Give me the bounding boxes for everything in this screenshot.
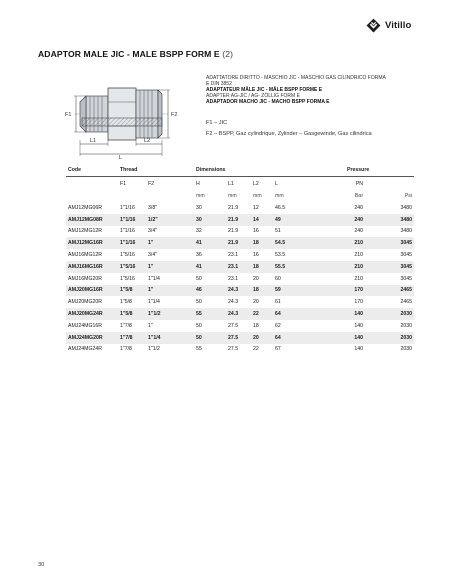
label-f2: F2	[171, 112, 178, 118]
cell-l2: 20	[253, 299, 259, 306]
cell-bar: 140	[345, 308, 365, 320]
label-l: L	[119, 155, 123, 160]
cell-psi: 3045	[400, 275, 413, 282]
cell-psi: 3045	[400, 252, 413, 259]
cell-psi: 2030	[400, 322, 413, 329]
cell-thread-f1: 1"1/16	[118, 214, 146, 226]
cell-l1: 23.1	[228, 275, 239, 282]
cell-code: AMJ12MG12R	[68, 228, 103, 235]
cell-thread-f2: 1"1/4	[146, 332, 194, 344]
page-number: 30	[38, 562, 45, 568]
description-line: ADAPTATEUR MÂLE JIC - MÂLE BSPP FORME E	[206, 87, 323, 94]
cell-thread-f1: 1"5/16	[120, 275, 135, 282]
cell-l2: 18	[251, 285, 273, 297]
cell-thread-f2: 1"1/4	[148, 275, 160, 282]
cell-l2: 22	[253, 346, 259, 353]
vitillo-logo-icon	[366, 18, 381, 33]
table-row	[66, 332, 414, 344]
unit-l1: mm	[228, 193, 237, 199]
cell-thread-f1: 1"7/8	[120, 346, 132, 353]
cell-h: 55	[194, 308, 226, 320]
cell-code: AMJ12MG06R	[68, 204, 103, 211]
cell-thread-f1: 1"5/8	[118, 308, 146, 320]
cell-h: 30	[196, 204, 202, 211]
cell-thread-f2: 3/4"	[148, 228, 158, 235]
label-f1: F1	[65, 112, 72, 118]
page-title	[38, 49, 233, 59]
cell-bar: 210	[354, 252, 364, 259]
subheader-f1: F1	[120, 180, 127, 187]
cell-l: 61	[275, 299, 281, 306]
description-line: ADAPTER AG-JIC / AG- ZÖLLIG FORM E	[206, 93, 300, 100]
header-dimensions: Dimensions	[194, 163, 345, 177]
cell-code: AMJ20MG16R	[66, 285, 118, 297]
cell-thread-f1: 1"7/8	[120, 322, 132, 329]
cell-thread-f1: 1"5/16	[120, 252, 135, 259]
title-main: ADAPTOR MALE JIC - MALE BSPP FORM E	[38, 49, 220, 59]
cell-h: 36	[196, 252, 202, 259]
subheader-h: H	[196, 180, 200, 187]
cell-psi: 3045	[365, 237, 414, 249]
brand-name: Vitillo	[385, 20, 412, 31]
cell-code: AMJ20MG20R	[68, 299, 103, 306]
table-row	[66, 296, 414, 308]
cell-code: AMJ12MG08R	[66, 214, 118, 226]
description-block	[206, 75, 420, 105]
cell-thread-f2: 1"	[146, 261, 194, 273]
cell-thread-f1: 1"1/16	[118, 237, 146, 249]
cell-bar: 240	[354, 204, 364, 211]
cell-code: AMJ16MG20R	[68, 275, 103, 282]
cell-l1: 27.5	[226, 332, 251, 344]
cell-l: 60	[275, 275, 281, 282]
cell-thread-f1: 1"5/8	[118, 285, 146, 297]
cell-h: 41	[194, 237, 226, 249]
cell-thread-f1: 1"5/16	[118, 261, 146, 273]
cell-thread-f2: 3/8"	[148, 204, 158, 211]
subheader-l1: L1	[228, 180, 234, 187]
cell-l: 53.5	[275, 252, 286, 259]
cell-l: 64	[273, 332, 345, 344]
cell-thread-f2: 1"1/4	[148, 299, 160, 306]
cell-bar: 170	[354, 299, 364, 306]
cell-l2: 18	[251, 261, 273, 273]
cell-thread-f1: 1"7/8	[118, 332, 146, 344]
cell-l2: 12	[253, 204, 259, 211]
cell-code: AMJ16MG12R	[68, 252, 103, 259]
cell-l: 46.5	[275, 204, 286, 211]
cell-bar: 240	[345, 214, 365, 226]
subheader-l2: L2	[253, 180, 259, 187]
cell-thread-f2: 1"1/2	[148, 346, 160, 353]
description-line: E DIN 3852	[206, 81, 232, 88]
cell-l2: 16	[253, 252, 259, 259]
table-row	[66, 261, 414, 273]
unit-h: mm	[196, 193, 205, 199]
cell-l1: 24.3	[228, 299, 239, 306]
unit-l: mm	[275, 193, 284, 199]
legend-f2: F2 – BSPP, Gaz cylindrique, Zylinder – Gasgewinde, Gas cilindrica	[206, 130, 372, 137]
table-subheader-row	[66, 177, 414, 191]
cell-psi: 2030	[400, 346, 413, 353]
cell-l1: 24.3	[226, 308, 251, 320]
cell-l2: 18	[251, 237, 273, 249]
table-row	[66, 249, 414, 261]
description-line: ADAPTADOR MACHO JIC - MACHO BSPP FORMA E	[206, 99, 330, 106]
cell-h: 50	[196, 299, 202, 306]
cell-h: 41	[194, 261, 226, 273]
cell-l1: 21.9	[226, 237, 251, 249]
cell-l: 49	[273, 214, 345, 226]
cell-l2: 16	[253, 228, 259, 235]
cell-bar: 140	[354, 322, 364, 329]
header-pressure: Pressure	[345, 163, 414, 177]
fitting-drawing	[64, 80, 196, 160]
cell-l1: 23.1	[228, 252, 239, 259]
cell-l1: 27.5	[228, 346, 239, 353]
cell-l2: 22	[251, 308, 273, 320]
cell-psi: 3480	[400, 204, 413, 211]
table-units-row	[66, 190, 414, 202]
cell-thread-f2: 3/4"	[148, 252, 158, 259]
cell-psi: 2465	[400, 299, 413, 306]
cell-code: AMJ24MG20R	[66, 332, 118, 344]
cell-bar: 140	[345, 332, 365, 344]
cell-l2: 20	[253, 275, 259, 282]
cell-thread-f1: 1"1/16	[120, 228, 135, 235]
cell-h: 50	[196, 322, 202, 329]
cell-code: AMJ16MG16R	[66, 261, 118, 273]
table-row	[66, 308, 414, 320]
table-row	[66, 273, 414, 285]
cell-thread-f2: 1"	[146, 285, 194, 297]
cell-bar: 210	[345, 261, 365, 273]
cell-h: 55	[196, 346, 202, 353]
cell-psi: 3045	[365, 261, 414, 273]
description-line: ADATTATORE DIRITTO - MASCHIO JIC - MASCHIO GAS CILINDRICO FORMA	[206, 75, 386, 81]
subheader-pn: PN	[355, 180, 364, 187]
cell-h: 30	[194, 214, 226, 226]
cell-l1: 24.3	[226, 285, 251, 297]
cell-bar: 140	[354, 346, 364, 353]
cell-l: 64	[273, 308, 345, 320]
cell-l1: 21.9	[226, 214, 251, 226]
cell-bar: 210	[345, 237, 365, 249]
table-body	[66, 202, 414, 355]
cell-h: 46	[194, 285, 226, 297]
table-row	[66, 226, 414, 238]
unit-l2: mm	[253, 193, 262, 199]
cell-l2: 18	[253, 322, 259, 329]
cell-l1: 21.9	[228, 228, 239, 235]
cell-psi: 2465	[365, 285, 414, 297]
cell-h: 50	[194, 332, 226, 344]
cell-thread-f1: 1"1/16	[120, 204, 135, 211]
cell-l1: 23.1	[226, 261, 251, 273]
cell-code: AMJ24MG24R	[68, 346, 103, 353]
cell-code: AMJ24MG16R	[68, 322, 103, 329]
cell-l: 55.5	[273, 261, 345, 273]
title-suffix: (2)	[222, 49, 234, 59]
table-row	[66, 214, 414, 226]
cell-code: AMJ12MG16R	[66, 237, 118, 249]
dimensions-table	[66, 163, 414, 355]
cell-psi: 2030	[365, 332, 414, 344]
cell-l2: 20	[251, 332, 273, 344]
header-thread: Thread	[118, 163, 194, 177]
cell-h: 50	[196, 275, 202, 282]
cell-l: 59	[273, 285, 345, 297]
cell-l: 67	[275, 346, 281, 353]
cell-code: AMJ20MG24R	[66, 308, 118, 320]
unit-bar: Bar	[354, 193, 364, 199]
cell-bar: 170	[345, 285, 365, 297]
table-row	[66, 320, 414, 332]
cell-psi: 2030	[365, 308, 414, 320]
brand-logo	[366, 18, 411, 33]
table-row	[66, 237, 414, 249]
cell-psi: 3480	[400, 228, 413, 235]
cell-l: 62	[275, 322, 281, 329]
legend-f1: F1 – JIC	[206, 120, 228, 126]
table-row	[66, 344, 414, 356]
label-l1: L1	[90, 138, 97, 144]
cell-h: 32	[196, 228, 202, 235]
cell-thread-f2: 1"	[148, 322, 153, 329]
cell-thread-f1: 1"5/8	[120, 299, 132, 306]
table-header-row	[66, 163, 414, 177]
cell-l: 54.5	[273, 237, 345, 249]
cell-bar: 240	[354, 228, 364, 235]
cell-l1: 27.5	[228, 322, 239, 329]
cell-bar: 210	[354, 275, 364, 282]
cell-l2: 14	[251, 214, 273, 226]
cell-l1: 21.9	[228, 204, 239, 211]
unit-psi: Psi	[404, 193, 413, 199]
header-code: Code	[66, 163, 118, 177]
cell-l: 51	[275, 228, 281, 235]
cell-thread-f2: 1"	[146, 237, 194, 249]
subheader-f2: F2	[148, 180, 155, 187]
subheader-l: L	[275, 180, 278, 187]
table-row	[66, 285, 414, 297]
thread-legend	[206, 118, 372, 139]
cell-thread-f2: 1"1/2	[146, 308, 194, 320]
table-row	[66, 202, 414, 214]
cell-thread-f2: 1/2"	[146, 214, 194, 226]
cell-psi: 3480	[365, 214, 414, 226]
label-l2: L2	[144, 138, 151, 144]
